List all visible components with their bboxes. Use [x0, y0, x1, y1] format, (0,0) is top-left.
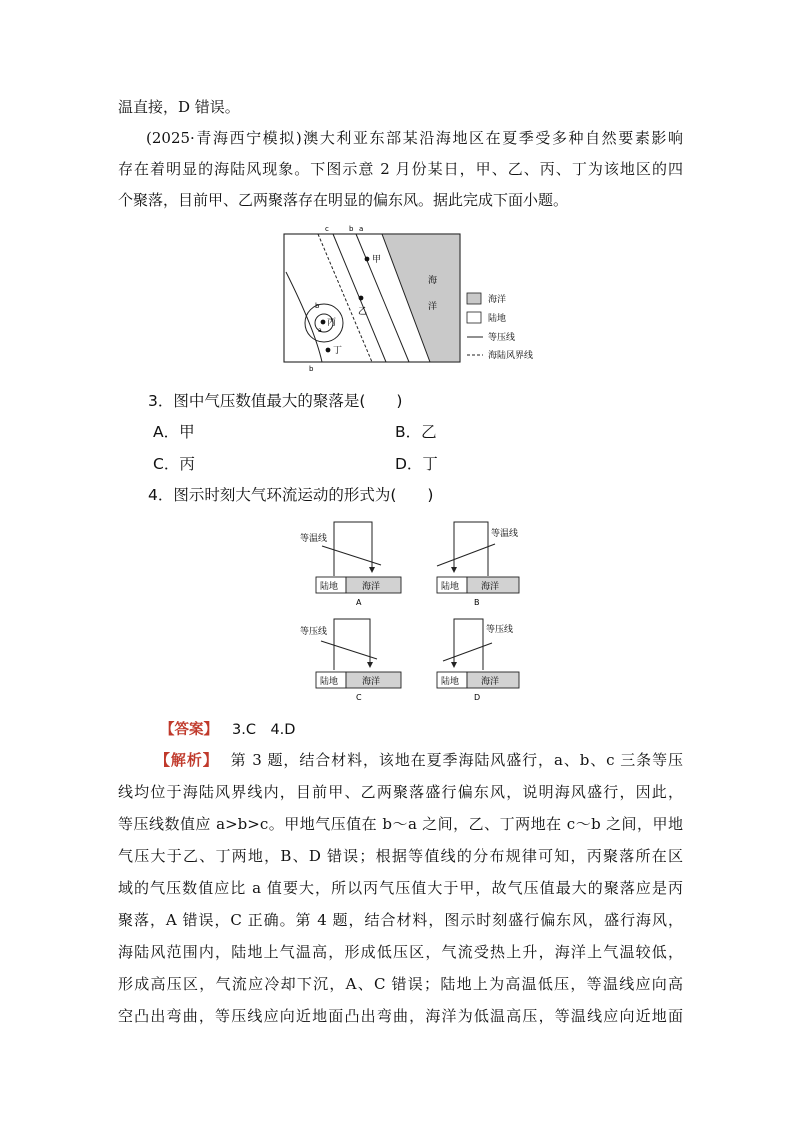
- analysis-line-3: 气压大于乙、丁两地，B、D 错误；根据等值线的分布规律可知，丙聚落所在区: [118, 847, 683, 865]
- line-label-b-bottom: b: [309, 365, 314, 372]
- q4-options-figure: [290, 513, 530, 703]
- map-frame: [284, 234, 460, 362]
- q3-option-d: D．丁: [395, 455, 438, 473]
- answer-text: 3.C 4.D: [232, 722, 296, 738]
- circulation-arrows-c: [334, 619, 370, 670]
- circulation-arrows-a: [334, 522, 372, 576]
- land-label-d: 陆地: [441, 677, 460, 687]
- settlement-jia: 甲: [372, 255, 382, 265]
- analysis-line-0: [155, 745, 683, 776]
- settlement-yi: 乙: [358, 307, 368, 317]
- analysis-line-4: 域的气压数值应比 a 值要大，所以丙气压值大于甲，故气压值最大的聚落应是丙: [118, 879, 683, 897]
- sea-label-c: 海洋: [362, 677, 381, 687]
- legend-land-swatch: [467, 312, 481, 323]
- line-label-a: a: [359, 225, 364, 233]
- settlement-ding: 丁: [333, 346, 343, 356]
- answer-tag: 【答案】: [160, 722, 218, 738]
- line-label-c: c: [325, 225, 329, 233]
- legend-sea-swatch: [467, 293, 481, 304]
- land-label-a: 陆地: [320, 582, 339, 592]
- isobar-map-figure: [270, 222, 570, 372]
- q3-stem: 3．图中气压数值最大的聚落是( ): [148, 392, 403, 410]
- sea-label-d: 海洋: [481, 677, 500, 687]
- sea-label-b: 海洋: [481, 582, 500, 592]
- q4-stem: 4．图示时刻大气环流运动的形式为( ): [148, 486, 434, 504]
- analysis-text-0: 第 3 题，结合材料，该地在夏季海陆风盛行，a、b、c 三条等压: [230, 751, 683, 769]
- panel-letter-d: D: [474, 693, 481, 702]
- intro-line-3: 个聚落，目前甲、乙两聚落存在明显的偏东风。据此完成下面小题。: [118, 191, 569, 209]
- q4-panel-a: [300, 522, 401, 607]
- land-label-b: 陆地: [441, 582, 460, 592]
- settlement-jia-dot: [365, 257, 370, 262]
- intro-line-1: (2025·青海西宁模拟)澳大利亚东部某沿海地区在夏季受多种自然要素影响: [146, 129, 683, 147]
- analysis-line-8: 空凸出弯曲，等压线应向近地面凸出弯曲，海洋为低温高压，等温线应向近地面: [118, 1007, 683, 1025]
- analysis-line-5: 聚落，A 错误，C 正确。第 4 题，结合材料，图示时刻盛行偏东风，盛行海风，: [118, 911, 683, 929]
- answer-line: [160, 718, 295, 739]
- legend-land: 陆地: [488, 314, 507, 324]
- legend-isobar: 等压线: [488, 333, 516, 343]
- circulation-arrows-d: [454, 619, 483, 670]
- q3-option-a: A．甲: [153, 423, 195, 441]
- q3-option-b: B．乙: [395, 423, 437, 441]
- settlement-ding-dot: [326, 348, 331, 353]
- q4-panel-b: [437, 522, 519, 607]
- intro-line-2: 存在着明显的海陆风现象。下图示意 2 月份某日，甲、乙、丙、丁为该地区的四: [118, 160, 683, 178]
- isoline-label-b: 等温线: [491, 529, 519, 539]
- legend-boundary: 海陆风界线: [488, 351, 534, 361]
- isoline-label-a: 等温线: [300, 534, 328, 544]
- analysis-line-6: 海陆风范围内，陆地上气温高，形成低压区，气流受热上升，海洋上气温较低，: [118, 943, 683, 961]
- panel-letter-a: A: [356, 598, 362, 607]
- circle-label-a: a: [318, 327, 322, 334]
- map-legend: [467, 293, 533, 361]
- sea-label-2: 洋: [428, 302, 438, 312]
- sea-label-1: 海: [428, 276, 438, 286]
- analysis-tag: 【解析】: [155, 751, 219, 769]
- q4-panel-c: [300, 619, 401, 702]
- intro-line-0: 温直接，D 错误。: [118, 98, 240, 116]
- isoline-c: [321, 641, 377, 659]
- panel-letter-b: B: [474, 598, 480, 607]
- isoline-b: [437, 544, 495, 566]
- q3-option-c: C．丙: [153, 455, 195, 473]
- line-label-b: b: [349, 225, 354, 233]
- settlement-bing-dot: [321, 320, 326, 325]
- isoline-label-d: 等压线: [486, 625, 514, 635]
- analysis-line-2: 等压线数值应 a>b>c。甲地气压值在 b～a 之间，乙、丁两地在 c～b 之间，甲地: [118, 815, 683, 833]
- sea-label-a: 海洋: [362, 582, 381, 592]
- legend-sea: 海洋: [488, 295, 507, 305]
- analysis-line-7: 形成高压区，气流应冷却下沉，A、C 错误；陆地上为高温低压，等温线应向高: [118, 975, 683, 993]
- circle-label-b: b: [315, 302, 320, 310]
- panel-letter-c: C: [356, 693, 362, 702]
- isoline-label-c: 等压线: [300, 627, 328, 637]
- land-label-c: 陆地: [320, 677, 339, 687]
- analysis-line-1: 线均位于海陆风界线内，目前甲、乙两聚落盛行偏东风，说明海风盛行，因此，: [118, 783, 683, 801]
- settlement-yi-dot: [359, 296, 364, 301]
- q4-panel-d: [437, 619, 519, 702]
- isoline-d: [443, 643, 492, 661]
- settlement-bing: 丙: [327, 318, 337, 328]
